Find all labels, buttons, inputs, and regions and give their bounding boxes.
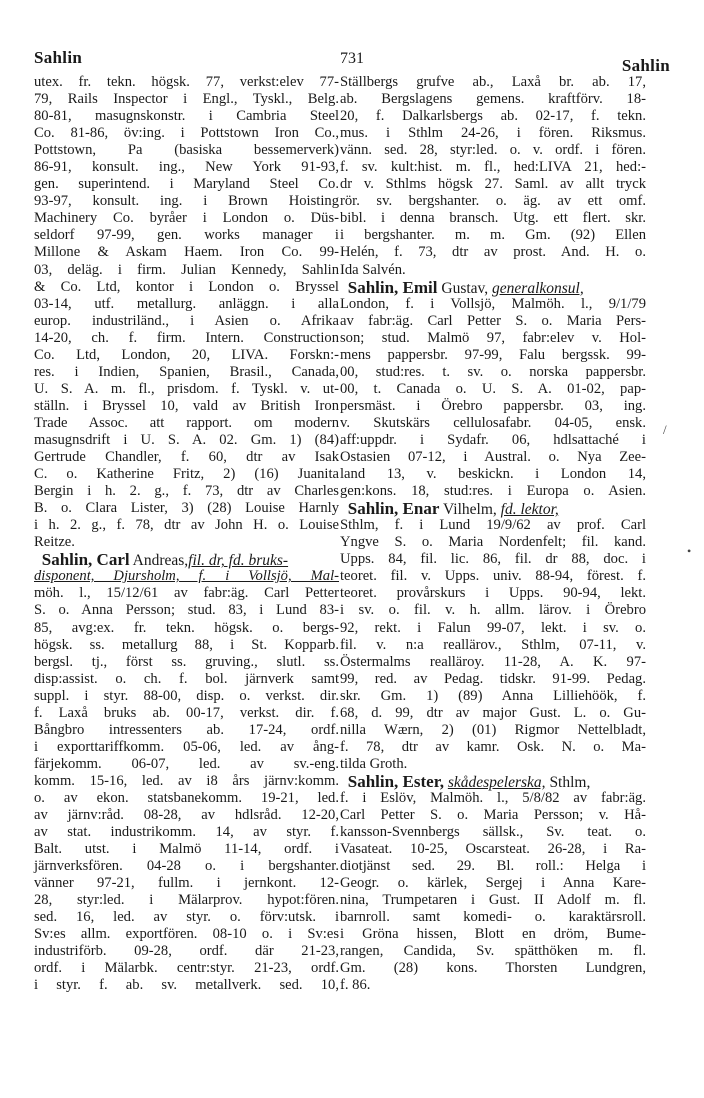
text-line: ställn. i Bryssel 10, vald av British Iron: [34, 397, 339, 414]
text-line: B. o. Clara Lister, 3) (28) Louise Harnly: [34, 500, 339, 517]
page-number: 731: [340, 50, 364, 67]
text-line: diotjänst sed. 29. Bl. roll.: Helga i: [340, 858, 646, 875]
text-line: möh. l., 15/12/61 av fabr:äg. Carl Petter: [34, 585, 339, 602]
text-line: 85, avg:ex. fr. tekn. högsk. o. bergs-: [34, 619, 339, 636]
text-line: av järnv:råd. 08-28, av hdlsråd. 12-20,: [34, 807, 339, 824]
text-line: Sthlm, f. i Lund 19/9/62 av prof. Carl: [340, 517, 646, 534]
text-line: aff:uppdr. i Sydafr. 06, hdlsattaché i: [340, 431, 646, 448]
text-line: Pottstown, Pa (basiska bessemerverk): [34, 142, 339, 159]
header-left-name: Sahlin: [34, 48, 83, 67]
text-line: rangen, Candida, Sv. spätthöken m. fl.: [340, 943, 646, 960]
entry-place: Sthlm,: [549, 773, 591, 791]
text-line: fil. v. n:a reallärov., Sthlm, 07-11, v.: [340, 636, 646, 653]
text-line: f. Laxå bruks ab. 00-17, verkst. dir. f.: [34, 704, 339, 721]
text-line: & Co. Ltd, kontor i London o. Bryssel: [34, 278, 339, 295]
entry-title: fd. lektor,: [500, 501, 559, 519]
entry-heading-emil: [340, 279, 646, 296]
text-line: London, f. i Vollsjö, Malmöh. l., 9/1/79: [340, 295, 646, 312]
text-line: Reitze.: [34, 534, 75, 551]
text-line: teoret. fil. v. Upps. univ. 88-94, förest. f.: [340, 568, 646, 585]
text-line: i bergshanter. m. m. Gm. (92) Ellen: [340, 227, 646, 244]
entry-name: Sahlin, Enar: [347, 499, 440, 519]
text-line: i sv. o. fil. v. h. allm. lärov. i Örebro: [340, 602, 646, 619]
text-line: i h. 2. g., f. 78, dtr av John H. o. Louise: [34, 517, 339, 534]
text-line: land 13, v. beskickn. i London 14,: [340, 466, 646, 483]
text-line: 99, red. av Pedag. tidskr. 91-99. Pedag.: [340, 670, 646, 687]
text-line: v. Skutskärs cellulosafabr. 04-05, ensk.: [340, 414, 646, 431]
text-line: 03, deläg. i firm. Julian Kennedy, Sahlin: [34, 261, 339, 278]
text-line: färjekomm. 06-07, led. av sv.-eng.: [34, 755, 339, 772]
text-line: f. 78, dtr av kamr. Osk. N. o. Ma-: [340, 738, 646, 755]
text-line: f. i Eslöv, Malmöh. l., 5/8/82 av fabr:äg.: [340, 789, 646, 806]
text-line: tilda Groth.: [340, 755, 408, 772]
text-line: f. sv. kult:hist. m. fl., hed:LIVA 21, hed:-: [340, 159, 646, 176]
text-line: 00, stud:res. t. sv. o. norska pappersbr.: [340, 363, 646, 380]
text-line: mus. i Sthlm 24-26, i fören. Riksmus.: [340, 125, 646, 142]
text-line: Trade Assoc. att rapport. om modern: [34, 414, 339, 431]
text-line: Balt. utst. i Malmö 11-14, ordf. i: [34, 841, 339, 858]
text-line: Co. 81-86, öv:ing. i Pottstown Iron Co.,: [34, 125, 339, 142]
text-line: gen. superintend. i Maryland Steel Co.: [34, 176, 339, 193]
header-right-name: Sahlin: [621, 56, 670, 75]
text-line: europ. industriländ., i Asien o. Afrika: [34, 312, 339, 329]
text-line: ordf. i Mälarbk. centr:styr. 21-23, ordf.: [34, 960, 339, 977]
text-line: sed. 16, led. av styr. o. förv:utsk. i: [34, 909, 339, 926]
text-line: Machinery Co. byråer i London o. Düs-: [34, 210, 339, 227]
text-line: 28, styr:led. i Mälarprov. hypot:fören.: [34, 892, 339, 909]
text-line: masugnsdrift i U. S. A. 02. Gm. 1) (84): [34, 431, 339, 448]
entry-heading-enar: [340, 500, 646, 517]
text-line: i Gröna hissen, Blott en dröm, Bume-: [340, 926, 646, 943]
text-line: rör. sv. bergshanter. o. äg. av ett omf.: [340, 193, 646, 210]
text-line: Gertrude Chandler, f. 60, dtr av Isak: [34, 449, 339, 466]
text-line: teoret. provårskurs i Upps. 90-94, lekt.: [340, 585, 646, 602]
entry-name: Sahlin, Emil: [347, 277, 438, 297]
text-line: 79, Rails Inspector i Engl., Tyskl., Belg.: [34, 91, 339, 108]
text-line: Millone & Askam Haem. Iron Co. 99-: [34, 244, 339, 261]
text-line: Bergin i h. 2. g., f. 73, dtr av Charles: [34, 483, 339, 500]
text-line: av fabr:äg. Carl Petter S. o. Maria Pers-: [340, 312, 646, 329]
text-line: Carl Petter S. o. Maria Persson; v. Hå-: [340, 807, 646, 824]
entry-heading-carl: [34, 551, 339, 568]
text-line: Ida Salvén.: [340, 261, 406, 278]
text-line: persmäst. i Örebro pappersbr. 03, ing.: [340, 397, 646, 414]
entry-given-names: Andreas,: [132, 552, 189, 570]
text-line: Bångbro intressenters ab. 17-24, ordf.: [34, 721, 339, 738]
text-line: disponent, Djursholm, f. i Vollsjö, Mal-: [34, 568, 339, 585]
text-line: 80-81, masugnskonstr. i Cambria Steel: [34, 108, 339, 125]
text-line: Co. Ltd, London, 20, LIVA. Forskn:-: [34, 346, 339, 363]
text-line: Geogr. o. kärlek, Sergej i Anna Kare-: [340, 875, 646, 892]
text-line: i styr. f. ab. sv. metallverk. sed. 10,: [34, 977, 339, 994]
text-line: Vasateat. 10-25, Oscarsteat. 26-28, i Ra-: [340, 841, 646, 858]
text-line: komm. 15-16, led. av i8 års järnv:komm.: [34, 772, 339, 789]
text-line: 20, f. Dalkarlsbergs ab. 02-17, f. tekn.: [340, 108, 646, 125]
text-line: järnverksfören. 04-28 o. i bergshanter.: [34, 858, 339, 875]
text-line: gen:kons. 18, stud:res. i Europa o. Asien.: [340, 483, 646, 500]
text-line: son; stud. Malmö 97, fabr:elev v. Hol-: [340, 329, 646, 346]
text-line: Östermalms realläroy. 11-28, A. K. 97-: [340, 653, 646, 670]
text-line: f. 86.: [340, 977, 371, 994]
entry-given-names: Gustav,: [441, 279, 489, 297]
text-line: industriförb. 09-28, ordf. där 21-23,: [34, 943, 339, 960]
entry-title: generalkonsul,: [492, 279, 584, 297]
text-line: 93-97, konsult. ing. i Brown Hoisting: [34, 193, 339, 210]
text-line: i exporttariffkomm. 05-06, led. av ång-: [34, 738, 339, 755]
text-line: 14-20, ch. f. firm. Intern. Construction: [34, 329, 339, 346]
text-line: bibl. i denna bransch. Utg. ett flert. skr.: [340, 210, 646, 227]
text-line: nilla Wærn, 2) (01) Rigmor Nettelbladt,: [340, 721, 646, 738]
text-line: skr. Gm. 1) (89) Anna Lilliehöök, f.: [340, 687, 646, 704]
entry-name: Sahlin, Ester,: [347, 771, 444, 791]
text-line: Yngve S. o. Maria Nordenfelt; fil. kand.: [340, 534, 646, 551]
text-line: mens pappersbr. 97-99, Falu bergssk. 99-: [340, 346, 646, 363]
text-line: Helén, f. 73, dtr av prost. And. H. o.: [340, 244, 646, 261]
text-line: Gm. (28) kons. Thorsten Lundgren,: [340, 960, 646, 977]
text-line: disp:assist. o. ch. f. bol. järnverk samt: [34, 670, 339, 687]
text-line: C. o. Katherine Fritz, 2) (16) Juanita: [34, 466, 339, 483]
text-line: utex. fr. tekn. högsk. 77, verkst:elev 77-: [34, 74, 339, 90]
entry-name: Sahlin, Carl: [41, 550, 130, 570]
text-line: Upps. 84, fil. lic. 86, fil. dr 88, doc. i: [340, 551, 646, 568]
text-line: Ställbergs grufve ab., Laxå br. ab. 17,: [340, 74, 646, 90]
right-column: [340, 74, 646, 995]
text-line: o. av ekon. statsbanekomm. 19-21, led.: [34, 789, 339, 806]
left-column: [34, 74, 339, 995]
text-line: 86-91, konsult. ing., New York 91-93,: [34, 159, 339, 176]
text-line: 68, d. 99, dtr av major Gust. L. o. Gu-: [340, 704, 646, 721]
text-line: 00, t. Canada o. U. S. A. 01-02, pap-: [340, 380, 646, 397]
text-line: dr v. Sthlms högsk 27. Saml. av allt tryck: [340, 176, 646, 193]
text-line: seldorf 97-99, gen. works manager i: [34, 227, 339, 244]
text-line: res. i Indien, Spanien, Brasil., Canada,: [34, 363, 339, 380]
text-line: Sv:es allm. exportfören. 08-10 o. i Sv:es: [34, 926, 339, 943]
text-line: vänner 97-21, fullm. i jernkont. 12-: [34, 875, 339, 892]
entry-title: fil. dr, fd. bruks-: [188, 552, 289, 570]
entry-given-names: Vilhelm,: [443, 501, 497, 519]
text-line: nina, Trumpetaren i Gust. II Adolf m. fl.: [340, 892, 646, 909]
running-head: [34, 48, 670, 75]
text-line: av stat. industrikomm. 14, av styr. f.: [34, 824, 339, 841]
text-line: 92, rekt. i Falun 99-07, lekt. i sv. o.: [340, 619, 646, 636]
text-line: ab. Bergslagens gemens. kraftförv. 18-: [340, 91, 646, 108]
text-line: kansson-Svennbergs sällsk., Sv. teat. o.: [340, 824, 646, 841]
entry-heading-ester: [340, 773, 646, 790]
text-line: barnroll. samt komedi- o. karaktärsroll.: [340, 909, 646, 926]
text-line: bergsl. tj., först ss. gruving., slutl. ss.: [34, 653, 339, 670]
margin-dot-mark: •: [687, 544, 692, 558]
text-line: U. S. A. m. fl., prisdom. f. Tyskl. v. ut-: [34, 380, 339, 397]
text-line: S. o. Anna Persson; stud. 83, i Lund 83-: [34, 602, 339, 619]
margin-tick-mark: /: [663, 422, 667, 437]
text-line: 03-14, utf. metallurg. anläggn. i alla: [34, 295, 339, 312]
text-line: suppl. i styr. 88-00, disp. o. verkst. dir.: [34, 687, 339, 704]
text-line: högsk. ss. metallurg 88, i St. Kopparb.: [34, 636, 339, 653]
entry-title: skådespelerska,: [447, 773, 546, 791]
text-line: Ostasien 07-12, i Austral. o. Nya Zee-: [340, 449, 646, 466]
text-line: vänn. sed. 28, styr:led. o. v. ordf. i fören.: [340, 142, 646, 159]
